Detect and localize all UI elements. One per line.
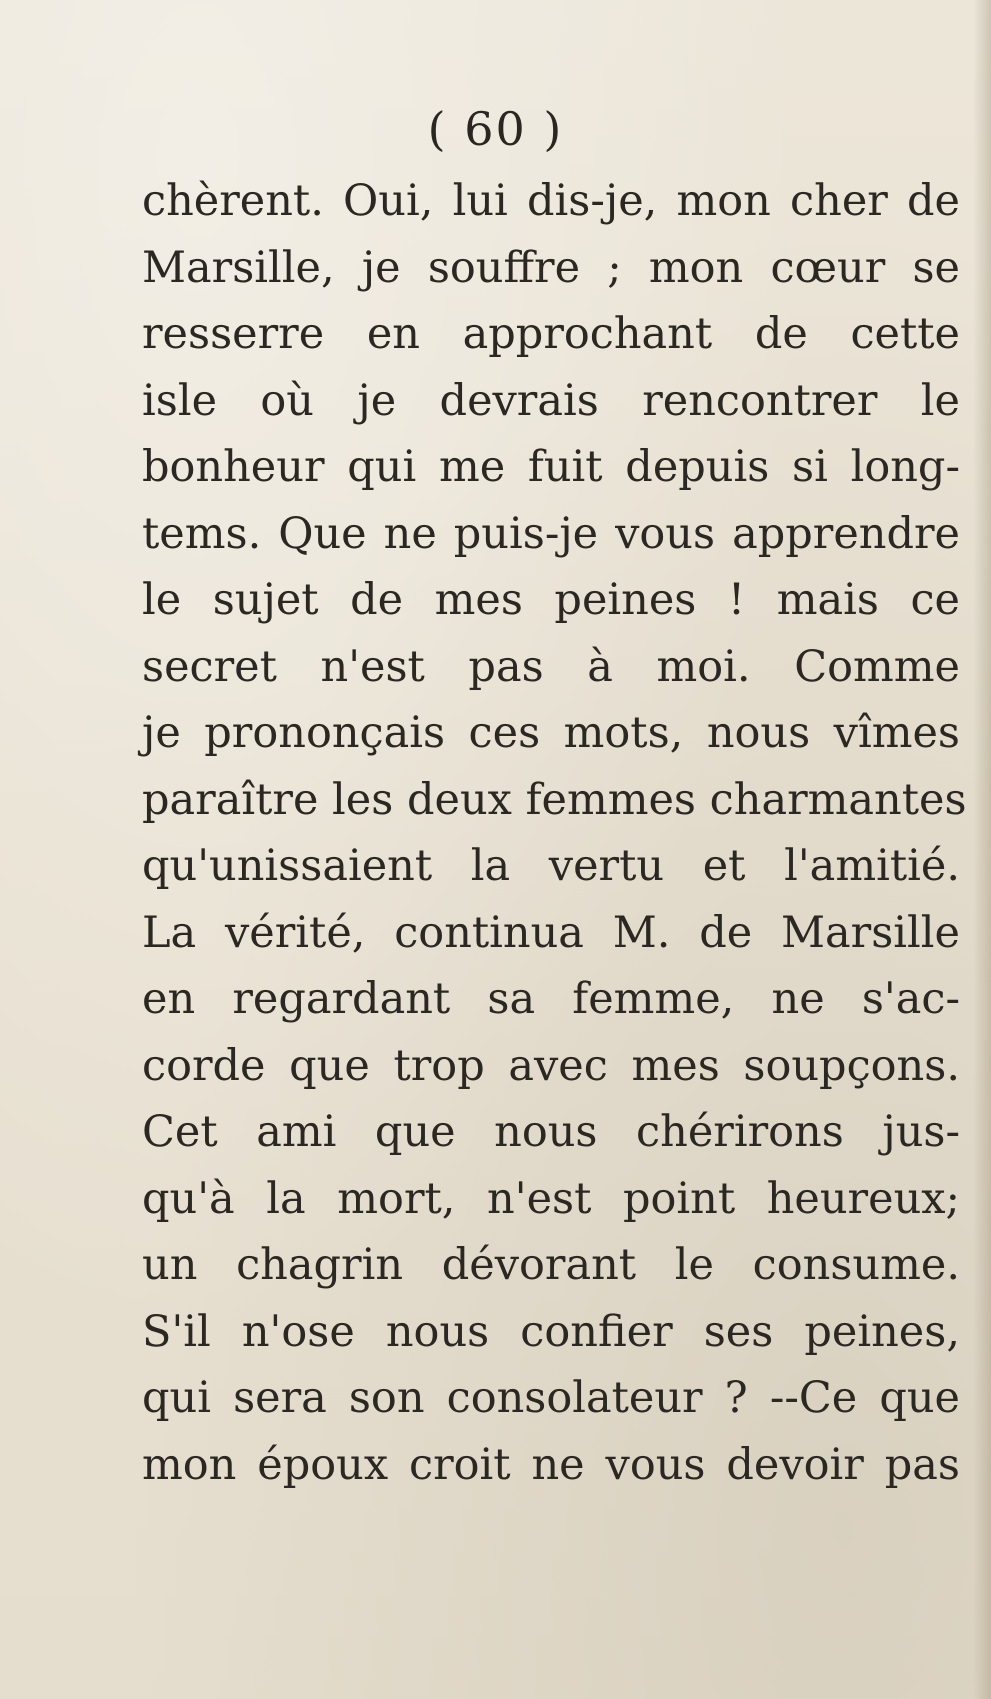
body-text: [142, 168, 967, 1498]
text-line: bonheur qui me fuit depuis si long-: [142, 442, 960, 492]
text-line: chèrent. Oui, lui dis-je, mon cher de: [142, 176, 960, 226]
text-line: Marsille, je souffre ; mon cœur se: [142, 242, 960, 293]
text-line: secret n'est pas à moi. Comme: [142, 641, 960, 692]
text-line: en regardant sa femme, ne s'ac-: [142, 974, 960, 1024]
text-line: un chagrin dévorant le consume.: [142, 1240, 960, 1290]
text-line: le sujet de mes peines ! mais ce: [142, 575, 960, 625]
text-line: qui sera son consolateur ? --Ce que: [142, 1373, 960, 1423]
text-line: qu'unissaient la vertu et l'amitié.: [142, 841, 960, 891]
text-line: corde que trop avec mes soupçons.: [142, 1040, 960, 1091]
text-line: Cet ami que nous chérirons jus-: [142, 1107, 960, 1157]
text-line: S'il n'ose nous confier ses peines,: [142, 1306, 960, 1357]
text-line: paraître les deux femmes charmantes: [142, 774, 967, 825]
page-edge-shadow: [973, 0, 991, 1699]
text-line: La vérité, continua M. de Marsille: [142, 907, 960, 958]
page-number: ( 60 ): [427, 102, 564, 156]
text-line: tems. Que ne puis-je vous apprendre: [142, 508, 960, 559]
text-line: qu'à la mort, n'est point heureux;: [142, 1173, 960, 1224]
text-line: isle où je devrais rencontrer le: [142, 375, 960, 426]
text-line: mon époux croit ne vous devoir pas: [142, 1439, 960, 1490]
text-line: je prononçais ces mots, nous vîmes: [142, 708, 960, 758]
text-line: resserre en approchant de cette: [142, 309, 960, 359]
